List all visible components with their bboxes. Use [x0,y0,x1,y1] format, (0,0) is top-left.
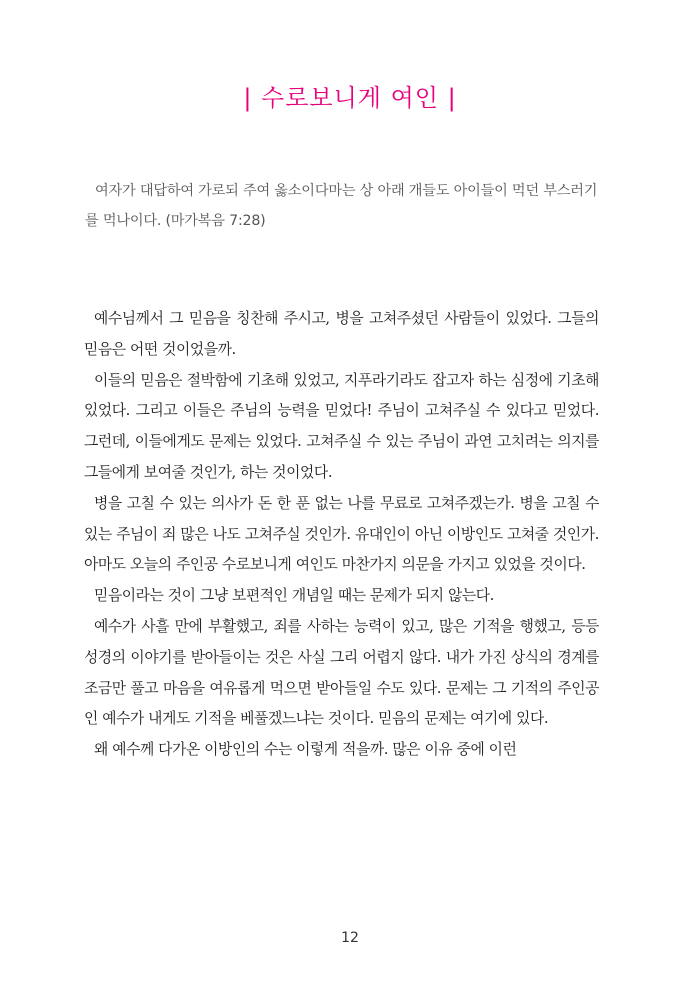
epigraph-quote: 여자가 대답하여 가로되 주여 옳소이다마는 상 아래 개들도 아이들이 먹던 부스러기를 먹나이다. (마가복음 7:28) [85,183,598,229]
body-text [84,304,599,766]
paragraph: 예수님께서 그 믿음을 칭찬해 주시고, 병을 고쳐주셨던 사람들이 있었다. 그들의 믿음은 어떤 것이었을까. [84,310,599,358]
chapter-title: | 수로보니게 여인 | [243,84,457,112]
paragraph: 병을 고칠 수 있는 의사가 돈 한 푼 없는 나를 무료로 고쳐주겠는가. 병을 고칠 수 있는 주님이 죄 많은 나도 고쳐주실 것인가. 유대인이 아닌 이방인도 고쳐줄 것인가. 아마도 오늘의 주인공 수로보니게 여인도 마찬가지 의문을 가지고 있었을 것이다. [84,494,599,574]
paragraph: 이들의 믿음은 절박함에 기초해 있었고, 지푸라기라도 잡고자 하는 심정에 기초해 있었다. 그리고 이들은 주님의 능력을 믿었다! 주님이 고쳐주실 수 있다고 믿었다. 그런데, 이들에게도 문제는 있었다. 고쳐주실 수 있는 주님이 과연 고치려는 의지를 그들에게 보여줄 것인가, 하는 것이었다. [84,371,599,481]
paragraph: 왜 예수께 다가온 이방인의 수는 이렇게 적을까. 많은 이유 중에 이런 [94,741,517,759]
paragraph: 믿음이라는 것이 그냥 보편적인 개념일 때는 문제가 되지 않는다. [94,587,494,605]
page-number: 12 [341,930,359,946]
paragraph: 예수가 사흘 만에 부활했고, 죄를 사하는 능력이 있고, 많은 기적을 행했고, 등등 성경의 이야기를 받아들이는 것은 사실 그리 어렵지 않다. 내가 가진 상식의 경계를 조금만 풀고 마음을 여유롭게 먹으면 받아들일 수도 있다. 문제는 그 기적의 주인공인 예수가 내게도 기적을 베풀겠느냐는 것이다. 믿음의 문제는 여기에 있다. [84,617,599,728]
